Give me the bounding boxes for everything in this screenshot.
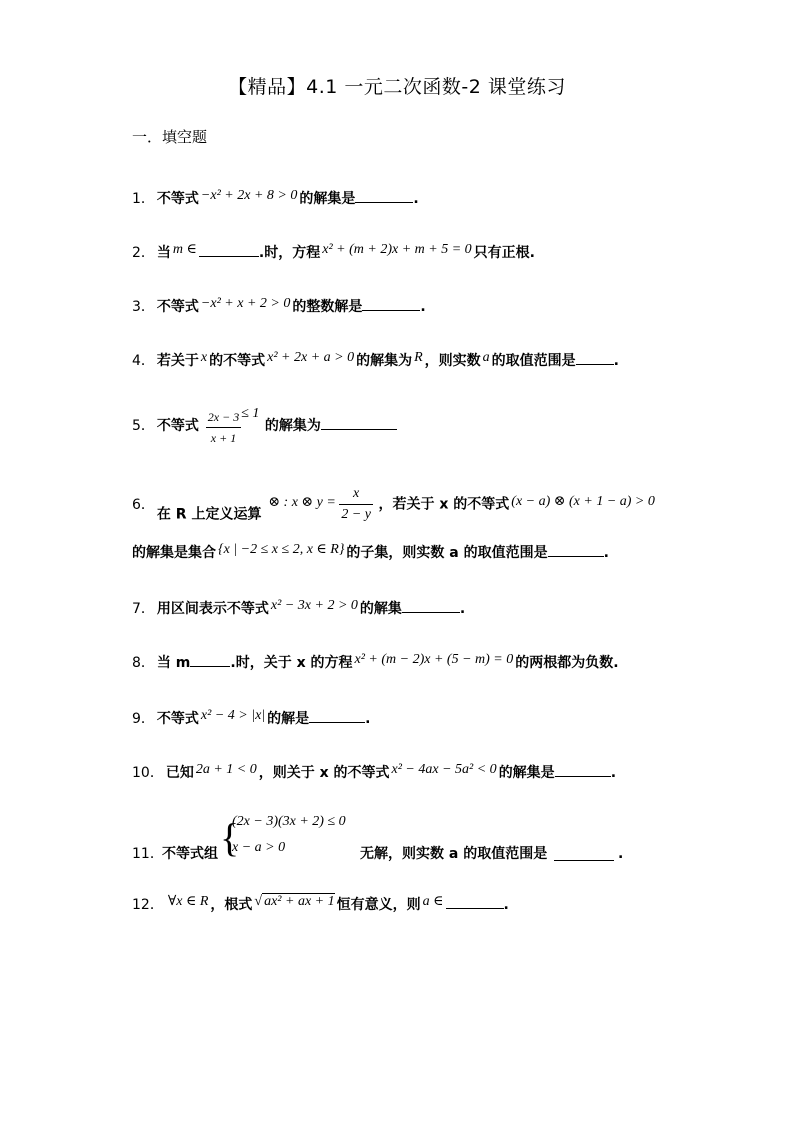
- answer-blank[interactable]: [309, 710, 365, 723]
- question-6-continued: 的解集是集合 {x | −2 ≤ x ≤ 2, x ∈ R} 的子集，则实数 a 的取值范围是 .: [132, 542, 609, 561]
- answer-blank[interactable]: [355, 190, 413, 203]
- question-3: 3． 不等式 −x² + x + 2 > 0 的整数解是 .: [132, 296, 426, 315]
- question-2: 2． 当 m ∈ .时，方程 x² + (m + 2)x + m + 5 = 0 只有正根.: [132, 242, 535, 261]
- math-fraction: $\frac{2x - 3}{x + 1}$ ≤ 1: [207, 406, 260, 446]
- question-6: 6．在 R 上定义运算 ⊗ : x ⊗ y = $\frac{x}{2 - y}$ ，若关于 x 的不等式 (x − a) ⊗ (x + 1 − a) > 0: [132, 486, 655, 523]
- system-brace: {: [220, 815, 240, 860]
- question-12: 12． ∀x ∈ R ，根式 √ ax² + ax + 1 恒有意义，则 a ∈ .: [132, 894, 509, 913]
- sqrt-sign: √: [254, 894, 263, 909]
- document-page: 【精品】4.1 一元二次函数-2 课堂练习 一．填空题 1． 不等式 −x² + 2x + 8 > 0 的解集是 . 2． 当 m ∈ .时，方程 x² + (m + 2)x + m + 5 = 0 只有正根. 3． 不等式 −x² + x + 2 > 0 的整数解是 . 4． 若关于 x 的不等式 x² + 2x + a > 0 的解集为 R ，则实数 a 的取值范围是 . 5． 不等式 $\frac{2x - 3}{x + 1}$ ≤ 1 的解集为 6．在 R 上定义运算 ⊗ : x ⊗ y = $\frac{x}{2 - y}$ ，若关于 x 的不等式 (x − a) ⊗ (x + 1 − a) > 0 的解集是集合 {x | −2 ≤ x ≤ 2, x ∈ R} 的子集，则实数 a 的取值范围是 . 7． 用区间表示不等式 x² − 3x + 2 > 0 的解集 . 8． 当 m .时，关于 x 的方程 x² + (m − 2)x + (5 − m) = 0 的两根都为负数. 9． 不等式 x² − 4 > |x| 的解是 . 10． 已知 2a + 1 < 0 ，则关于 x 的不等式 x² − 4ax − 5a² < 0 的解集是 . 11． 不等式组 { (2x − 3)(3x + 2) ≤ 0 x − a > 0 无解，则实数 a 的取值范围是 . 12． ∀x ∈ R ，根式 √ ax² + ax + 1 恒有意义，则 a ∈ .: [0, 0, 794, 1122]
- answer-blank[interactable]: [576, 352, 614, 365]
- page-title: 【精品】4.1 一元二次函数-2 课堂练习: [228, 76, 566, 98]
- question-4: 4． 若关于 x 的不等式 x² + 2x + a > 0 的解集为 R ，则实数 a 的取值范围是 .: [132, 350, 619, 369]
- answer-blank[interactable]: [362, 298, 420, 311]
- section-heading: 一．填空题: [132, 128, 208, 146]
- answer-blank[interactable]: [402, 600, 460, 613]
- answer-blank[interactable]: [555, 764, 611, 777]
- question-5: 5． 不等式 $\frac{2x - 3}{x + 1}$ ≤ 1 的解集为: [132, 404, 397, 448]
- question-9: 9． 不等式 x² − 4 > |x| 的解是 .: [132, 708, 371, 727]
- answer-blank[interactable]: [199, 244, 259, 257]
- answer-blank[interactable]: [190, 654, 230, 667]
- question-10: 10． 已知 2a + 1 < 0 ，则关于 x 的不等式 x² − 4ax − 5a² < 0 的解集是 .: [132, 762, 617, 781]
- answer-blank[interactable]: [321, 417, 397, 430]
- question-7: 7． 用区间表示不等式 x² − 3x + 2 > 0 的解集 .: [132, 598, 466, 617]
- answer-blank[interactable]: [548, 544, 604, 557]
- question-1: 1． 不等式 −x² + 2x + 8 > 0 的解集是 .: [132, 188, 419, 207]
- answer-blank[interactable]: [446, 896, 504, 909]
- question-8: 8． 当 m .时，关于 x 的方程 x² + (m − 2)x + (5 − m) = 0 的两根都为负数.: [132, 652, 619, 671]
- answer-blank[interactable]: [554, 848, 614, 861]
- math-expr: −x² + 2x + 8 > 0: [200, 188, 298, 203]
